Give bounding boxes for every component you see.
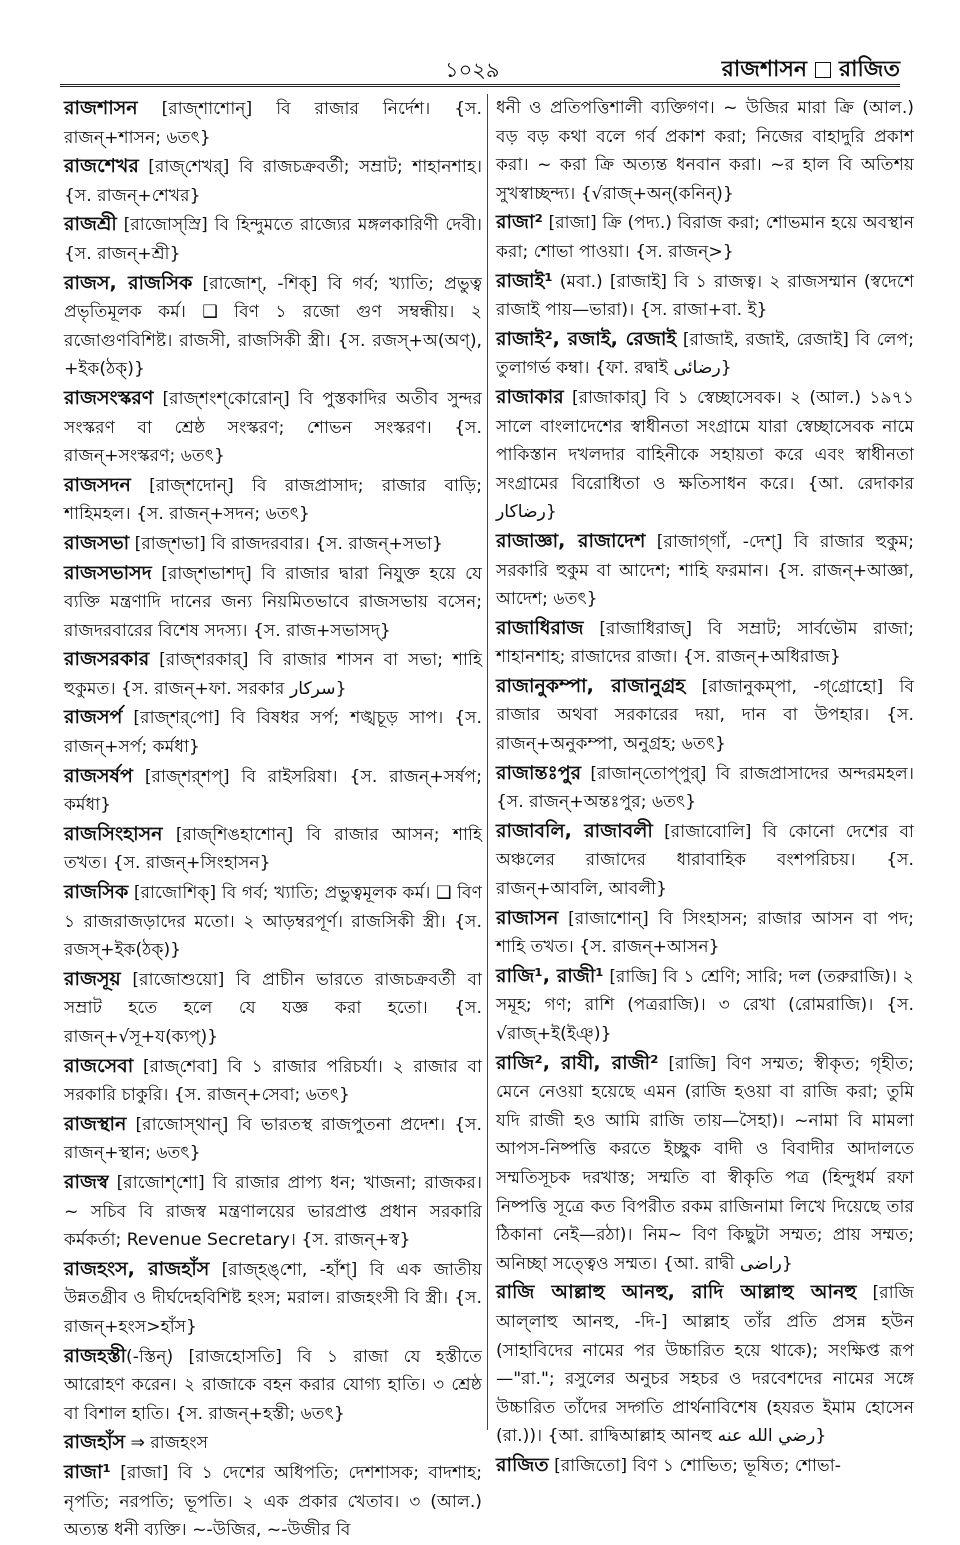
headword: রাজস্ব <box>64 1170 109 1193</box>
headword: রাজশ্রী <box>64 213 117 236</box>
headword: রাজসভাসদ <box>64 561 152 584</box>
dictionary-entry <box>496 672 914 759</box>
headword: রাজি², রাযী, রাজী² <box>496 1051 659 1074</box>
definition: [রাজ্‌শর্‌পো] বি বিষধর সর্প; শঙ্খচূড় সাপ। {স. রাজন্+সর্প; কর্মধা} <box>64 708 482 758</box>
definition: [রাজোস্‌স্রি] বি হিন্দুমতে রাজ্যের মঙ্গলকারিণী দেবী। {স. রাজন্+শ্রী} <box>64 215 482 264</box>
definition: [রাজোশ্‌শো] বি রাজার প্রাপ্য ধন; খাজনা; রাজকর। ~ সচিব বি রাজস্ব মন্ত্রণালয়ের ভারপ্রাপ্ত প্রধান সরকারি কর্মকর্তা; Revenue Secretary। {স. রাজন্+স্ব} <box>64 1172 482 1251</box>
definition: [রাজাবোলি] বি কোনো দেশের বা অঞ্চলের রাজাদের ধারাবাহিক বংশপরিচয়। {স. রাজন্+আবলি, আবলী} <box>496 821 914 900</box>
dictionary-entry <box>496 267 914 325</box>
left-column <box>64 94 482 1541</box>
definition: [রাজা] ক্রি (পদ্য.) বিরাজ করা; শোভমান হয়ে অবস্থান করা; শোভা পাওয়া। {স. রাজন্>} <box>496 213 914 262</box>
guide-word-last: রাজিত <box>839 57 900 82</box>
dictionary-entry <box>64 703 482 761</box>
headword: রাজি¹, রাজী¹ <box>496 964 604 987</box>
headword: রাজাই¹ <box>496 269 553 292</box>
headword: রাজা¹ <box>64 1460 111 1483</box>
column-divider <box>487 94 488 1430</box>
definition: [রাজাশোন্] বি সিংহাসন; রাজার আসন বা পদ; শাহি তখত। {স. রাজন্+আসন} <box>496 908 914 958</box>
dictionary-entry <box>496 94 914 208</box>
definition: [রাজাই, রজাই, রেজাই] বি লেপ; তুলাগর্ভ কম্বা। {ফা. রদ্বাই رضائی} <box>496 329 915 379</box>
definition: [রাজি] বিণ সম্মত; স্বীকৃত; গৃহীত; মেনে নেওয়া হয়েছে এমন (রাজি হওয়া বা রাজি করা; তুমি যদি রাজী হও আমি রাজি তায়—সৈহা)। ~নামা বি মামলা আপস-নিষ্পত্তি করতে ইচ্ছুক বাদী ও বিবাদীর আদালতে সম্মতিসূচক দরখাস্ত; সম্মতি বা স্বীকৃতি পত্র (হিন্দুধর্ম রফা নিষ্পত্তি সূত্রে কত বিপরীত রকম রাজিনামা লিখে দিয়েছে তার ঠিকানা নেই—রঠা)। নিম~ বিণ কিছুটা সম্মত; প্রায় সম্মত; অনিচ্ছা সত্ত্বেও সম্মত। {আ. রাদ্বী راضی} <box>496 1053 914 1274</box>
dictionary-entry <box>64 820 482 878</box>
headword: রাজাবলি, রাজাবলী <box>496 819 653 842</box>
definition: [রাজাগ্‌গাঁ, -দেশ্] বি রাজার হুকুম; সরকারি হুকুম বা আদেশ; শাহি ফরমান। {স. রাজন্+আজ্ঞা, আদেশ; ৬তৎ} <box>496 531 915 610</box>
definition: (-স্তিন্) [রাজহোসতি] বি ১ রাজা যে হস্তীতে আরোহণ করেন। ২ রাজাকে বহন করার যোগ্য হাতি। ৩ শ্রেষ্ঠ বা বিশাল হাতি। {স. রাজন্+হস্তী; ৬তৎ} <box>64 1346 482 1424</box>
dictionary-entry <box>64 210 482 268</box>
headword: রাজি আল্লাহু আনহু, রাদি আল্লাহু আনহু <box>496 1281 857 1304</box>
header-rule <box>60 84 900 87</box>
dictionary-entry <box>496 1049 914 1279</box>
headword: রাজসিক <box>64 881 129 904</box>
page-header <box>60 50 900 84</box>
definition: [রাজা] বি ১ দেশের অধিপতি; দেশশাসক; বাদশাহ; নৃপতি; নরপতি; ভূপতি। ২ এক প্রকার খেতাব। ৩ (আল.) অত্যন্ত ধনী ব্যক্তি। ~-উজির, ~-উজীর বি <box>64 1462 482 1541</box>
headword: রাজাসন <box>496 906 559 929</box>
definition: [রাজি] বি ১ শ্রেণি; সারি; দল (তরুরাজি)। ২ সমূহ; গণ; রাশি (পত্ররাজি)। ৩ রেখা (রোমরাজি)। {স. √রাজ্+ই(ইঞ্)} <box>496 966 914 1044</box>
headword: রাজসর্ষপ <box>64 764 133 787</box>
page-number: ১০২৯ <box>445 58 500 82</box>
definition: [রাজোস্‌থান্] বি ভারতস্থ রাজপুতনা প্রদেশ। {স. রাজন্+স্থান; ৬তৎ} <box>64 1114 482 1164</box>
definition: [রাজোশুয়ো] বি প্রাচীন ভারতে রাজচক্রবর্তী বা সম্রাট হতে হলে যে যজ্ঞ করা হতো। {স. রাজন্+√সূ+য(ক্যপ্)} <box>64 969 482 1047</box>
headword: রাজসিংহাসন <box>64 822 163 845</box>
definition: [রাজ্‌শর্‌শপ্] বি রাইসরিষা। {স. রাজন্+সর্ষপ; কর্মধা} <box>64 766 482 816</box>
headword: রাজসরকার <box>64 648 150 671</box>
headword: রাজানুকম্পা, রাজানুগ্রহ <box>496 674 686 697</box>
dictionary-entry <box>64 94 482 152</box>
headword: রাজাকার <box>496 385 564 408</box>
dictionary-entry <box>64 1428 482 1458</box>
definition: [রাজ্‌শভা] বি রাজদরবার। {স. রাজন্+সভা} <box>129 533 443 554</box>
dictionary-entry <box>64 384 482 471</box>
dictionary-entry <box>496 1278 914 1451</box>
definition: [রাজ্‌শংশ্‌কোরোন্] বি পুস্তকাদির অতীব সুন্দর সংস্করণ বা শ্রেষ্ঠ সংস্করণ; শোভন সংস্করণ। {স. রাজন্+সংস্করণ; ৬তৎ} <box>64 388 482 467</box>
headword: রাজহংস, রাজহাঁস <box>64 1257 210 1280</box>
square-separator-icon <box>815 62 831 78</box>
dictionary-entry <box>64 762 482 820</box>
headword: রাজসেবা <box>64 1054 134 1077</box>
headword: রাজাই², রজাই, রেজাই <box>496 327 677 350</box>
dictionary-entry <box>496 817 914 904</box>
dictionary-entry <box>64 1255 482 1342</box>
definition: [রাজান্‌তোপ্‌পুর্] বি রাজপ্রাসাদের অন্দরমহল। {স. রাজন্+অন্তঃপুর; ৬তৎ} <box>496 763 914 813</box>
headword: রাজসর্প <box>64 706 123 729</box>
definition: ⇒ রাজহংস <box>125 1433 208 1454</box>
definition: [রাজ্‌শেবা] বি ১ রাজার পরিচর্যা। ২ রাজার বা সরকারি চাকুরি। {স. রাজন্+সেবা; ৬তৎ} <box>64 1056 482 1106</box>
dictionary-entry <box>64 1342 482 1429</box>
dictionary-entry <box>496 962 914 1049</box>
headword: রাজহস্তী <box>64 1344 127 1367</box>
definition: [রাজ্‌শরকার্] বি রাজার শাসন বা সভা; শাহি হুকুমত। {স. রাজন্+ফা. সরকার سرکار} <box>64 650 482 699</box>
dictionary-entry <box>496 527 914 614</box>
headword: রাজা² <box>496 211 543 234</box>
definition: [রাজোশ্, -শিক্] বি গর্ব; খ্যাতি; প্রভুত্ব প্রভৃতিমূলক কর্ম। ❑ বিণ ১ রজো গুণ সম্বন্ধীয়। ২ রজোগুণবিশিষ্ট। রাজসী, রাজসিকী স্ত্রী। {স. রজস্+অ(অণ্), +ইক(ঠক্)} <box>64 273 482 380</box>
definition: [রাজ্‌শিঙহাশোন্] বি রাজার আসন; শাহি তখত। {স. রাজন্+সিংহাসন} <box>64 824 482 874</box>
dictionary-entry <box>496 614 914 672</box>
dictionary-entry <box>64 1052 482 1110</box>
dictionary-entry <box>64 152 482 210</box>
headword: রাজসংস্করণ <box>64 386 154 409</box>
definition: [রাজিতো] বিণ ১ শোভিত; ভূষিত; শোভা- <box>548 1455 841 1476</box>
headword: রাজশাসন <box>64 97 138 119</box>
headword: রাজান্তঃপুর <box>496 761 582 784</box>
headword: রাজস, রাজসিক <box>64 271 193 294</box>
definition: [রাজানুকম্‌পা, -গ্‌গ্রোহো] বি রাজার অথবা সরকারের দয়া, দান বা উপহার। {স. রাজন্+অনুকম্পা, অনুগ্রহ; ৬তৎ} <box>496 676 915 755</box>
dictionary-entry <box>64 1458 482 1545</box>
definition: [রাজ্‌শাশোন্] বি রাজার নির্দেশ। {স. রাজন্+শাসন; ৬তৎ} <box>64 99 482 148</box>
headword: রাজসূয় <box>64 967 121 990</box>
dictionary-entry <box>64 878 482 965</box>
definition: [রাজ্‌শভাশদ্] বি রাজার দ্বারা নিযুক্ত হয়ে যে ব্যক্তি মন্ত্রণাদি দানের জন্য নিয়মিতভাবে রাজসভায় বসেন; রাজদরবারের বিশেষ সদস্য। {স. রাজ+সভাসদ্} <box>64 563 482 641</box>
headword: রাজসদন <box>64 473 131 496</box>
definition: [রাজ্‌শেখর্] বি রাজচক্রবর্তী; সম্রাট; শাহানশাহ। {স. রাজন্+শেখর} <box>64 157 482 206</box>
definition: [রাজি আল্‌লাহু আনহু, -দি-] আল্লাহ তাঁর প্রতি প্রসন্ন হউন (সাহাবিদের নামের পর উচ্চারিত হয়ে থাকে); সংক্ষিপ্ত রূপ—"রা."; রসুলের অনুচর সহচর ও দরবেশদের নামের সঙ্গে উচ্চারিত তাঁদের সদ্গতি প্রার্থনাবিশেষ (হযরত ইমাম হোসেন (রা.))। {আ. রাদ্বিআল্লাহ আনহু رضي الله عنه} <box>496 1283 914 1447</box>
definition: [রাজাধিরাজ্] বি সম্রাট; সার্বভৌম রাজা; শাহানশাহ; রাজাদের রাজা। {স. রাজন্+অধিরাজ} <box>496 618 914 668</box>
definition: [রাজ্‌হঙ্‌শো, -হাঁশ্] বি এক জাতীয় উন্নতগ্রীব ও দীর্ঘদেহবিশিষ্ট হংস; মরাল। রাজহংসী বি স্ত্রী। {স. রাজন্+হংস>হাঁস} <box>64 1259 482 1337</box>
definition: (মবা.) [রাজাই] বি ১ রাজত্ব। ২ রাজসম্মান (স্বদেশে রাজাই পায়—ভারা)। {স. রাজা+বা. ই} <box>496 271 914 321</box>
dictionary-entry <box>64 529 482 559</box>
dictionary-entry <box>496 208 914 266</box>
dictionary-entry <box>64 269 482 384</box>
dictionary-entry <box>64 471 482 529</box>
headword: রাজসভা <box>64 531 130 554</box>
definition: [রাজোশিক্] বি গর্ব; খ্যাতি; প্রভুত্বমূলক কর্ম। ❑ বিণ ১ রাজরাজড়াদের মতো। ২ আড়ম্বরপূর্ণ। রাজসিকী স্ত্রী। {স. রজস্+ইক(ঠক্)} <box>64 883 482 961</box>
dictionary-entry <box>64 1110 482 1168</box>
headword: রাজহাঁস <box>64 1431 126 1454</box>
right-column <box>496 94 915 1476</box>
headword: রাজস্থান <box>64 1112 127 1135</box>
definition: ধনী ও প্রতিপত্তিশালী ব্যক্তিগণ। ~ উজির মারা ক্রি (আল.) বড় বড় কথা বলে গর্ব প্রকাশ করা; নিজের বাহাদুরি প্রকাশ করা। ~ করা ক্রি অত্যন্ত ধনবান করা। ~র হাল বি অতিশয় সুখস্বাচ্ছন্দ্য। {√রাজ্+অন্(কনিন্)} <box>496 98 914 204</box>
dictionary-entry <box>64 645 482 703</box>
headword: রাজাজ্ঞা, রাজাদেশ <box>496 529 646 552</box>
dictionary-entry <box>496 759 914 817</box>
dictionary-entry <box>64 965 482 1052</box>
definition: [রাজাকার্] বি ১ স্বেচ্ছাসেবক। ২ (আল.) ১৯৭১ সালে বাংলাদেশের স্বাধীনতা সংগ্রামে যারা স্বেচ্ছাসেবক নামে পাকিস্তান দখলদার বাহিনীকে সহায়তা করে এবং স্বাধীনতা সংগ্রামের বিরোধিতা ও ক্ষতিসাধন করে। {আ. রেদাকার رضاکار} <box>496 387 914 523</box>
dictionary-entry <box>64 1168 482 1255</box>
dictionary-entry <box>496 1451 914 1481</box>
dictionary-entry <box>64 559 482 646</box>
guide-word-first: রাজশাসন <box>721 57 808 82</box>
dictionary-entry <box>496 904 914 962</box>
dictionary-entry <box>496 383 914 527</box>
headword: রাজিত <box>496 1453 549 1476</box>
definition: [রাজ্‌শদোন্] বি রাজপ্রাসাদ; রাজার বাড়ি; শাহিমহল। {স. রাজন্+সদন; ৬তৎ} <box>64 475 482 525</box>
dictionary-entry <box>496 325 914 383</box>
headword: রাজশেখর <box>64 155 139 178</box>
headword: রাজাধিরাজ <box>496 616 584 639</box>
